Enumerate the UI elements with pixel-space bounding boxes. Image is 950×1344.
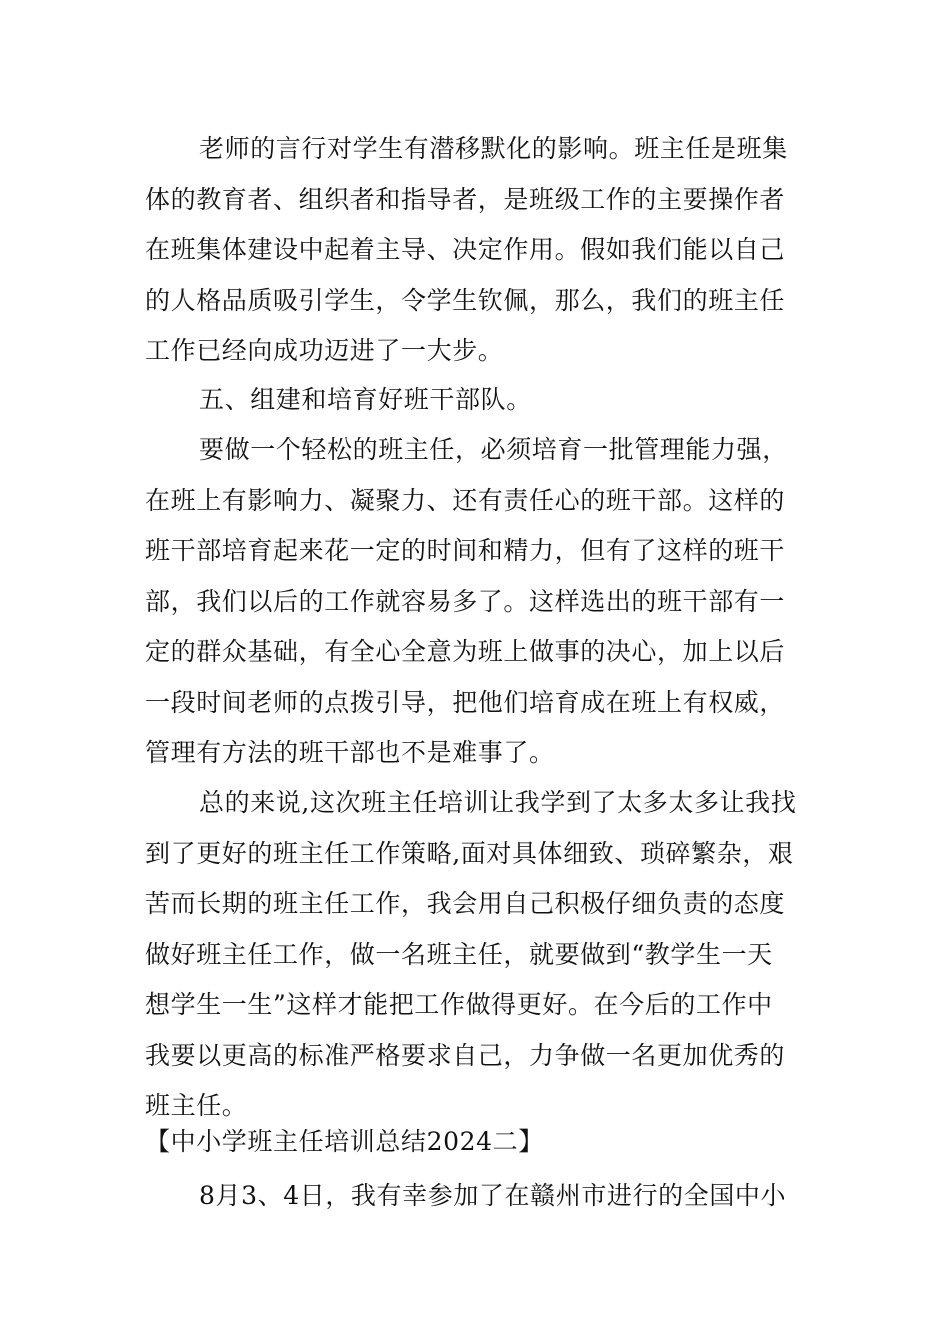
text-line: 管理有方法的班干部也不是难事了。	[145, 738, 555, 767]
text-line: 做好班主任工作，做一名班主任，就要做到“教学生一天	[145, 939, 773, 969]
text-line: 想学生一生”这样才能把工作做得更好。在今后的工作中	[145, 990, 773, 1019]
text-line: 要做一个轻松的班主任，必须培育一批管理能力强，	[199, 435, 788, 464]
paragraph-conclusion	[145, 778, 810, 1132]
text-line: 部，我们以后的工作就容易多了。这样选出的班干部有一	[145, 586, 786, 616]
text-line: 体的教育者、组织者和指导者，是班级工作的主要操作者	[145, 184, 786, 214]
heading-section-five	[145, 375, 810, 426]
text-line: 老师的言行对学生有潜移默化的影响。班主任是班集	[199, 134, 788, 163]
text-line: 在班上有影响力、凝聚力、还有责任心的班干部。这样的	[145, 485, 786, 515]
text-line: 定的群众基础，有全心全意为班上做事的决心，加上以后	[145, 637, 786, 666]
text-line: 8月3、4日，我有幸参加了在赣州市进行的全国中小	[199, 1181, 787, 1210]
text-line: 一段时间老师的点拨引导，把他们培育成在班上有权威，	[145, 687, 786, 717]
paragraph-training-intro	[145, 1171, 810, 1222]
text-line: 苦而长期的班主任工作，我会用自己积极仔细负责的态度	[145, 889, 786, 918]
text-line: 班干部培育起来花一定的时间和精力，但有了这样的班干	[145, 536, 786, 565]
section-title	[145, 1117, 810, 1168]
text-line: 的人格品质吸引学生，令学生钦佩，那么，我们的班主任	[145, 285, 786, 315]
text-line: 工作已经向成功迈进了一大步。	[145, 336, 504, 365]
text-line: 在班集体建设中起着主导、决定作用。假如我们能以自己	[145, 235, 786, 264]
text-line: 总的来说,这次班主任培训让我学到了太多太多让我找	[199, 788, 797, 817]
paragraph-teacher-influence	[145, 124, 810, 377]
text-line: 班主任。	[145, 1091, 248, 1120]
text-line: 【中小学班主任培训总结2024二】	[145, 1127, 544, 1156]
paragraph-class-cadres	[145, 425, 810, 779]
text-line: 我要以更高的标准严格要求自己，力争做一名更加优秀的	[145, 1040, 786, 1070]
text-line: 到了更好的班主任工作策略,面对具体细致、琐碎繁杂，艰	[145, 838, 794, 868]
text-line: 五、组建和培育好班干部队。	[199, 385, 532, 414]
